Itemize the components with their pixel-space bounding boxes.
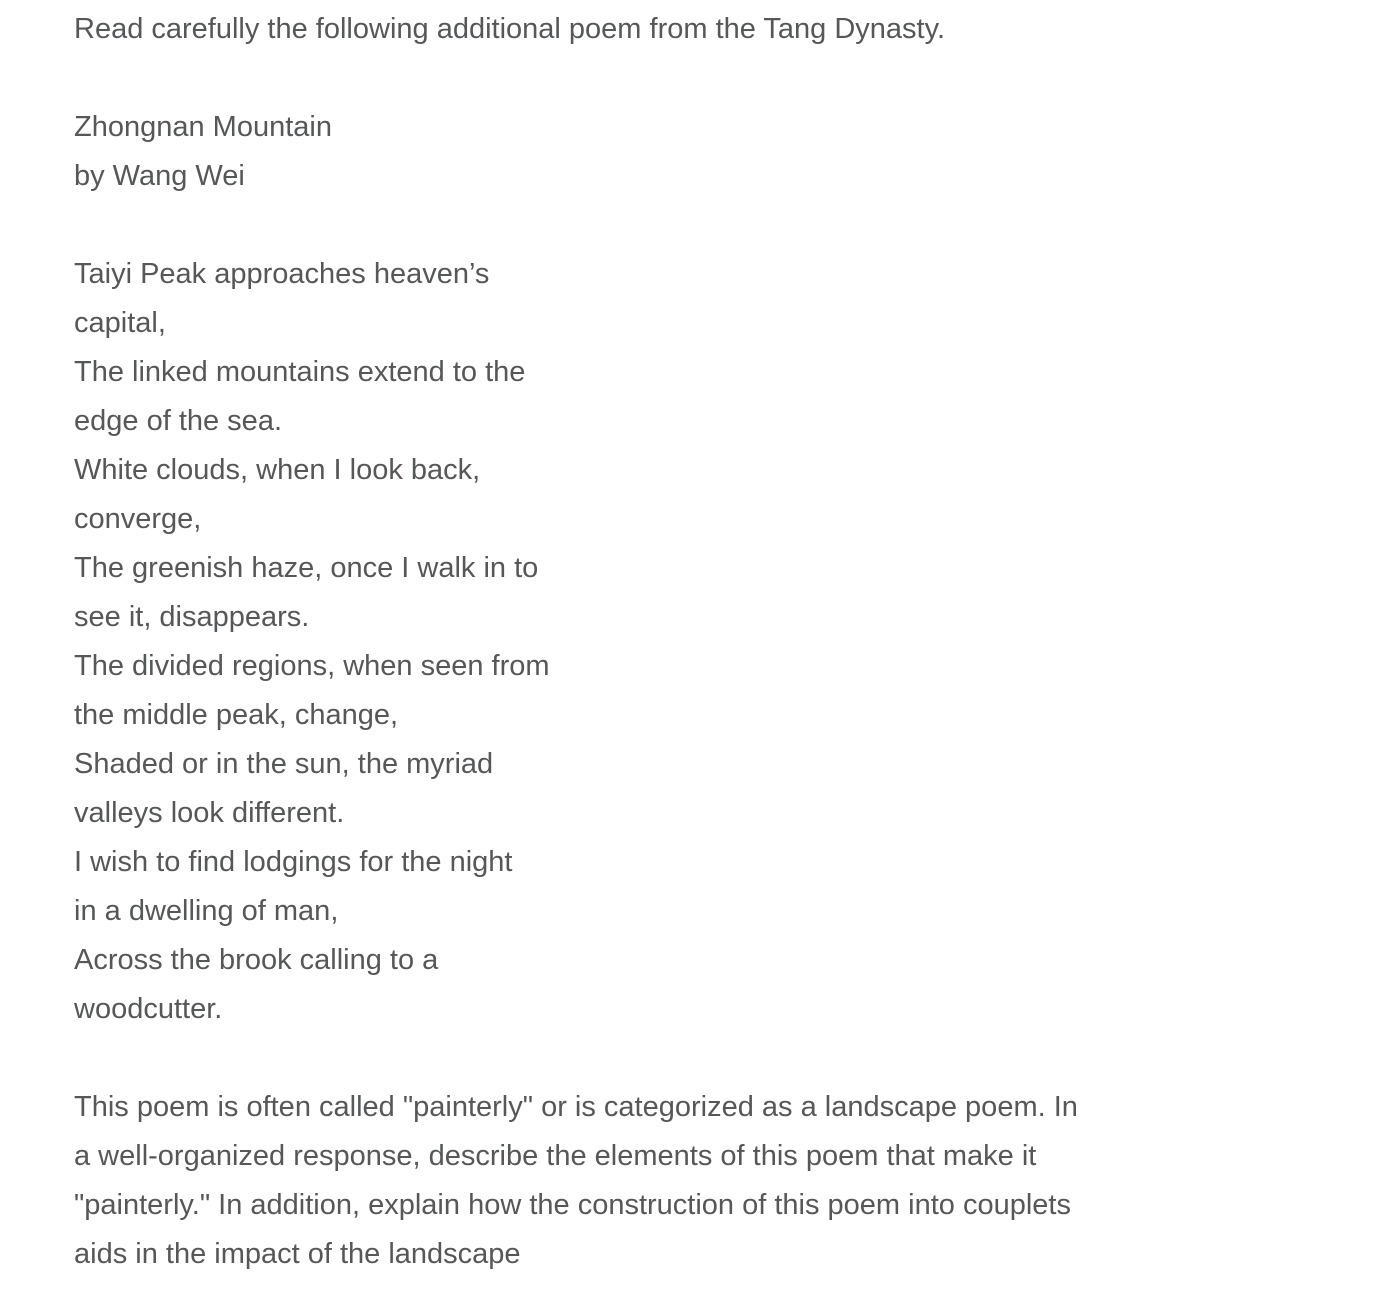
poem-line: valleys look different. — [74, 797, 345, 829]
poem-line: converge, — [74, 503, 202, 535]
poem-byline: by Wang Wei — [74, 160, 245, 192]
poem-line: edge of the sea. — [74, 405, 282, 437]
poem-line: woodcutter. — [74, 993, 223, 1025]
spacer — [74, 1034, 1344, 1083]
poem-line: see it, disappears. — [74, 601, 310, 633]
poem-line: Taiyi Peak approaches heaven’s — [74, 258, 490, 290]
poem-line: The greenish haze, once I walk in to — [74, 552, 539, 584]
poem-title: Zhongnan Mountain — [74, 111, 332, 143]
poem-line: White clouds, when I look back, — [74, 454, 481, 486]
poem-line: Shaded or in the sun, the myriad — [74, 748, 494, 780]
poem-line: the middle peak, change, — [74, 699, 399, 731]
prompt-line: aids in the impact of the landscape — [74, 1238, 521, 1270]
prompt-line: This poem is often called "painterly" or is categorized as a landscape poem. In — [74, 1091, 1078, 1123]
poem-line: The divided regions, when seen from — [74, 650, 550, 682]
question-paragraph — [74, 1083, 1284, 1279]
poem-line: The linked mountains extend to the — [74, 356, 526, 388]
spacer — [74, 54, 1344, 103]
poem-line: capital, — [74, 307, 166, 339]
spacer — [74, 201, 1344, 250]
poem-body — [74, 250, 1344, 1034]
intro-paragraph: Read carefully the following additional poem from the Tang Dynasty. — [74, 13, 946, 45]
poem-line: I wish to find lodgings for the night — [74, 846, 513, 878]
prompt-line: "painterly." In addition, explain how the construction of this poem into couplets — [74, 1189, 1071, 1221]
poem-line: in a dwelling of man, — [74, 895, 339, 927]
poem-line: Across the brook calling to a — [74, 944, 439, 976]
prompt-line: a well-organized response, describe the elements of this poem that make it — [74, 1140, 1037, 1172]
